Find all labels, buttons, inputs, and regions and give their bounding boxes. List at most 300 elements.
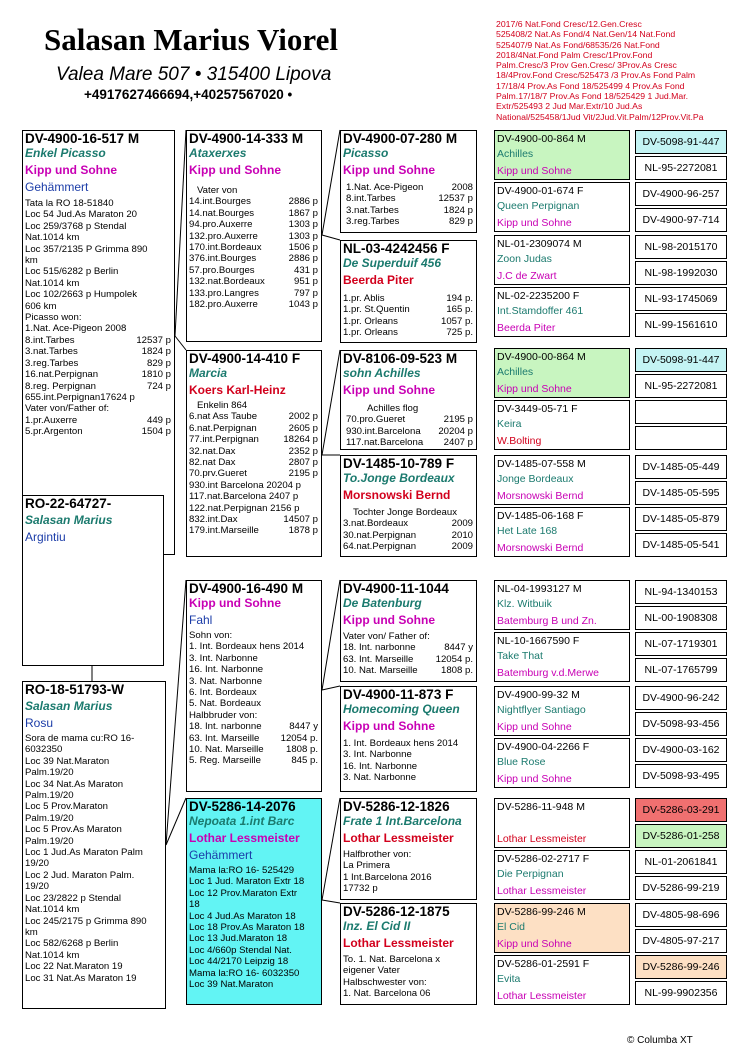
result-race: 6.nat Ass Taube — [189, 411, 258, 423]
text-line: 16. Int. Narbonne — [343, 760, 418, 772]
breeder: Lothar Lessmeister — [343, 831, 454, 845]
result-row — [189, 219, 321, 230]
result-race: Vater von/Father of: — [25, 403, 110, 415]
result-count: 1506 p — [288, 242, 318, 254]
result-row — [189, 242, 321, 253]
ring-number: DV-4900-00-864 M — [497, 351, 586, 363]
pigeon-name: Zoon Judas — [497, 253, 552, 265]
ring-number: DV-4900-01-674 F — [497, 185, 584, 197]
result-row — [189, 491, 321, 502]
text-line: Loc 44/2170 Leipzig 18 — [189, 956, 289, 968]
ring-number: DV-3449-05-71 F — [497, 403, 578, 415]
result-row — [189, 721, 321, 732]
ring-number: NL-01-2309074 M — [497, 238, 582, 250]
text-line: 3. Nat. Narbonne — [343, 772, 417, 784]
pigeon-name: Achilles — [497, 366, 534, 378]
pigeon-name: Salasan Marius — [25, 513, 113, 527]
result-race: 179.int.Marseille — [189, 525, 259, 537]
result-race: 10. Nat. Marseille — [343, 665, 418, 677]
ring-number: DV-1485-07-558 M — [497, 458, 586, 470]
breeder: Kipp und Sohne — [497, 165, 572, 177]
breeder: Beerda Piter — [497, 322, 556, 334]
ancestor-card — [494, 507, 630, 557]
result-race: 32.nat.Dax — [189, 445, 236, 457]
result-row — [25, 415, 174, 426]
performance-text — [341, 954, 476, 1000]
result-count: 2807 p — [288, 457, 318, 469]
ancestor-card — [494, 738, 630, 788]
breeder: Beerda Piter — [343, 273, 414, 287]
ancestor-card — [494, 455, 630, 505]
text-line: Tata la RO 18-51840 — [25, 198, 114, 209]
performance-text — [341, 293, 476, 339]
pigeon-name: Jonge Bordeaux — [497, 473, 574, 485]
text-line: 6. Int. Bordeaux — [189, 687, 257, 699]
breeder: Lothar Lessmeister — [497, 833, 587, 845]
result-row — [189, 265, 321, 276]
result-count: 12054 p. — [435, 653, 473, 665]
ring-cell: NL-99-1561610 — [635, 313, 727, 337]
ring-number: DV-1485-06-168 F — [497, 510, 584, 522]
ancestor-card — [494, 632, 630, 682]
text-line: 19/20 — [25, 858, 50, 870]
result-count: 12537 p — [438, 193, 473, 205]
text-line: km — [25, 255, 38, 267]
ring-number: NL-02-2235200 F — [497, 290, 580, 302]
result-count: 2009 — [451, 518, 473, 530]
ring-cell: DV-5286-99-219 — [635, 876, 727, 900]
breeder: Kipp und Sohne — [497, 721, 572, 733]
ring-number: DV-4900-11-1044 — [343, 581, 449, 596]
breeder-address: Valea Mare 507 • 315400 Lipova — [56, 64, 332, 85]
ring-number: DV-4900-16-517 M — [25, 131, 140, 146]
pigeon-name: Enkel Picasso — [25, 146, 106, 160]
result-race: 14.nat.Bourges — [189, 207, 255, 219]
ring-cell — [635, 426, 727, 450]
pigeon-name: Marcia — [189, 366, 228, 380]
pigeon-name: To.Jonge Bordeaux — [343, 471, 455, 485]
result-count: 2352 p — [288, 445, 318, 457]
ring-number: DV-4900-14-410 F — [189, 351, 301, 366]
breeder: Kipp und Sohne — [497, 938, 572, 950]
result-row — [346, 182, 476, 193]
result-row — [25, 369, 174, 380]
pigeon-name: Take That — [497, 650, 543, 662]
result-row — [189, 514, 321, 525]
result-row — [346, 414, 476, 425]
text-line: La Primera — [343, 860, 390, 872]
result-count: 2886 p — [288, 253, 318, 265]
result-count: 18264 p — [283, 434, 318, 446]
intro: Tochter Jonge Bordeaux — [353, 507, 457, 518]
pedigree-dam — [22, 681, 166, 1009]
result-row — [189, 208, 321, 219]
ggparent-2 — [340, 240, 477, 343]
color: Argintiu — [25, 530, 66, 544]
result-race: 182.pro.Auxerre — [189, 299, 258, 311]
grandsire-2 — [186, 580, 322, 792]
ancestor-card — [494, 235, 630, 285]
ring-cell: DV-1485-05-879 — [635, 507, 727, 531]
result-race: 5. Reg. Marseille — [189, 755, 261, 767]
text-line: Picasso won: — [25, 312, 82, 324]
pigeon-name: Frate 1 Int.Barcelona — [343, 814, 462, 828]
text-line: Loc 23/2822 p Stendal — [25, 892, 122, 904]
performance-text — [23, 733, 165, 984]
breeder: Kipp und Sohne — [343, 163, 435, 177]
result-row — [25, 346, 174, 357]
text-line: Loc 22 Nat.Maraton 19 — [25, 961, 123, 973]
result-row — [343, 541, 476, 552]
ancestor-card — [494, 850, 630, 900]
result-count: 14507 p — [283, 514, 318, 526]
text-line: Loc 39 Nat.Maraton — [189, 979, 274, 991]
ring-number: DV-5286-12-1875 — [343, 904, 450, 919]
ring-cell: NL-95-2272081 — [635, 156, 727, 180]
breeder: Kipp und Sohne — [189, 596, 281, 610]
text-line: Palm.19/20 — [25, 767, 74, 779]
result-count: 2002 p — [288, 411, 318, 423]
result-race: 3.nat.Tarbes — [346, 204, 399, 216]
ring-cell — [635, 400, 727, 424]
result-race: 70.pro.Gueret — [346, 414, 406, 426]
ring-cell: DV-4900-03-162 — [635, 738, 727, 762]
text-line: Sohn von: — [189, 630, 233, 641]
result-race: 64.nat.Perpignan — [343, 541, 417, 553]
result-row — [346, 193, 476, 204]
ring-number: DV-1485-10-789 F — [343, 456, 455, 471]
text-line: Halbschwester von: — [343, 976, 427, 988]
ring-cell: DV-5098-91-447 — [635, 348, 727, 372]
pigeon-name: De Superduif 456 — [343, 256, 442, 270]
text-line: 1. Int. Bordeaux hens 2014 — [343, 738, 459, 749]
ring-cell: DV-1485-05-595 — [635, 481, 727, 505]
result-row — [25, 426, 174, 437]
result-count: 1043 p — [288, 299, 318, 311]
ring-cell: DV-4900-96-257 — [635, 182, 727, 206]
breeder: Batemburg B und Zn. — [497, 615, 597, 627]
result-race: 3.reg.Tarbes — [346, 216, 400, 228]
result-count: 165 p. — [446, 304, 473, 316]
ring-cell: NL-98-1992030 — [635, 261, 727, 285]
result-row — [25, 381, 174, 392]
breeder: Lothar Lessmeister — [497, 885, 587, 897]
ring-cell: NL-07-1765799 — [635, 658, 727, 682]
ring-number: NL-03-4242456 F — [343, 241, 450, 256]
result-row — [25, 403, 174, 414]
result-count: 2407 p — [443, 437, 473, 449]
ggparent-4 — [340, 455, 477, 557]
ring-cell: NL-94-1340153 — [635, 580, 727, 604]
result-race: 376.int.Bourges — [189, 253, 257, 265]
result-row — [189, 434, 321, 445]
intro: Vater von/ Father of: — [343, 631, 430, 642]
breeder: Kipp und Sohne — [497, 217, 572, 229]
result-race: 1.Nat. Ace-Pigeon 2008 — [25, 323, 127, 335]
result-count: 2195 p — [288, 468, 318, 480]
result-row — [343, 304, 476, 315]
ancestor-card — [494, 798, 630, 848]
result-race: 1.pr. Orleans — [343, 327, 398, 339]
text-line: Loc 5 Prov.Maraton — [25, 801, 109, 813]
result-race: 655.int.Perpignan17624 p — [25, 391, 135, 403]
ring-number: DV-4900-00-864 M — [497, 133, 586, 145]
result-count: 1808 p. — [285, 744, 318, 756]
ring-cell: DV-5286-03-291 — [635, 798, 727, 822]
breeder: Kipp und Sohne — [343, 719, 435, 733]
text-line: Loc 54 Jud.As Maraton 20 — [25, 209, 137, 221]
ring-number: DV-4900-11-873 F — [343, 687, 454, 702]
ring-cell: NL-93-1745069 — [635, 287, 727, 311]
breeder: Morsnowski Bernd — [497, 490, 584, 502]
result-race: 133.pro.Langres — [189, 287, 259, 299]
result-row — [343, 327, 476, 338]
performance-text — [341, 414, 476, 448]
color: Gehämmert — [25, 180, 89, 194]
result-row — [25, 323, 174, 334]
text-line: Halfbrother von: — [343, 849, 412, 860]
ring-cell: DV-5098-93-495 — [635, 764, 727, 788]
ggparent-1 — [340, 130, 477, 233]
result-row — [343, 530, 476, 541]
ring-number: DV-5286-11-948 M — [497, 801, 585, 813]
breeder: Kipp und Sohne — [189, 163, 281, 177]
ggparent-5 — [340, 580, 477, 682]
text-line: Loc 18 Prov.As Maraton 18 — [189, 922, 305, 934]
ring-cell: DV-5286-01-258 — [635, 824, 727, 848]
performance-text — [341, 518, 476, 552]
result-line: 17/18/4 Prov.As Fond 18/525499 4 Prov.As Fond — [496, 80, 685, 91]
text-line: Loc 12 Prov.Maraton Extr — [189, 887, 298, 899]
text-line: Palm.19/20 — [25, 790, 74, 802]
result-line: 2018/4Nat.Fond Palm Cresc/1Prov.Fond — [496, 49, 653, 60]
ring-number: DV-5286-12-1826 — [343, 799, 450, 814]
text-line: 1. Nat. Barcelona 06 — [343, 988, 431, 1000]
result-race: 1.pr. St.Quentin — [343, 304, 410, 316]
ring-number: DV-4900-14-333 M — [189, 131, 304, 146]
result-race: 3.nat.Bordeaux — [343, 518, 409, 530]
result-race: 117.nat.Barcelona 2407 p — [189, 491, 299, 503]
ggparent-3 — [340, 350, 477, 450]
result-race: 16.nat.Perpignan — [25, 369, 99, 381]
breeder: Koers Karl-Heinz — [189, 383, 286, 397]
ring-number: DV-5286-01-2591 F — [497, 958, 590, 970]
result-row — [189, 525, 321, 536]
color: Gehämmert — [189, 848, 253, 862]
result-count: 2009 — [451, 541, 473, 553]
ring-cell: DV-1485-05-449 — [635, 455, 727, 479]
performance-text — [187, 411, 321, 536]
breeder: Kipp und Sohne — [497, 383, 572, 395]
performance-text — [341, 182, 476, 228]
result-race: 18. Int. narbonne — [343, 642, 416, 654]
result-line: 2017/6 Nat.Fond Cresc/12.Gen.Cresc — [496, 19, 642, 29]
result-race: 70.prv.Gueret — [189, 468, 247, 480]
result-race: 1.pr. Orleans — [343, 315, 398, 327]
breeder: Lothar Lessmeister — [343, 936, 454, 950]
text-line: Loc 13 Jud.Maraton 18 — [189, 933, 288, 945]
result-count: 194 p. — [446, 293, 473, 304]
ring-number: DV-4900-04-2266 F — [497, 741, 590, 753]
pigeon-name: Int.Stamdoffer 461 — [497, 305, 584, 317]
result-count: 2195 p — [443, 414, 473, 426]
ring-number: DV-5286-99-246 M — [497, 906, 586, 918]
breeder: J.C de Zwart — [497, 270, 557, 282]
pigeon-name — [495, 816, 629, 830]
result-count: 1878 p — [288, 525, 318, 537]
breeder: Kipp und Sohne — [25, 163, 117, 177]
text-line: 19/20 — [25, 881, 50, 893]
result-count: 1808 p. — [440, 665, 473, 677]
result-row — [25, 358, 174, 369]
text-line: Sora de mama cu:RO 16- — [25, 733, 135, 744]
text-line: Loc 582/6268 p Berlin — [25, 938, 119, 950]
pigeon-name: Blue Rose — [497, 756, 546, 768]
result-row — [189, 196, 321, 207]
result-count: 12537 p — [136, 334, 171, 346]
result-count: 2008 — [451, 182, 473, 193]
text-line: Loc 102/2663 p Humpolek — [25, 289, 138, 301]
ring-number: DV-5286-14-2076 — [189, 799, 296, 814]
result-race: 3.reg.Tarbes — [25, 357, 79, 369]
text-line: Mama la:RO 16- 6032350 — [189, 967, 300, 979]
ggparent-8 — [340, 903, 477, 1005]
text-line: Loc 31 Nat.As Maraton 19 — [25, 972, 137, 984]
result-line: National/525458/1Jud Vit/2Jud.Vit.Palm/12Prov.Vit.Pa — [496, 111, 704, 122]
pigeon-name: Achilles — [497, 148, 534, 160]
ring-number: DV-4900-16-490 M — [189, 581, 304, 596]
result-race: 5.pr.Argenton — [25, 426, 83, 438]
text-line: Loc 245/2175 p Grimma 890 — [25, 915, 147, 927]
ring-cell: DV-1485-05-541 — [635, 533, 727, 557]
result-row — [189, 755, 321, 766]
result-race: 63. Int. Marseille — [343, 653, 414, 665]
result-count: 1504 p — [141, 426, 171, 438]
text-line: 3. Nat. Narbonne — [189, 675, 263, 687]
result-race: 170.int.Bordeaux — [189, 242, 262, 254]
ring-cell: DV-5098-93-456 — [635, 712, 727, 736]
text-line: Palm.19/20 — [25, 835, 74, 847]
pigeon-name: Queen Perpignan — [497, 200, 580, 212]
result-row — [25, 335, 174, 346]
text-line: Nat.1014 km — [25, 904, 80, 916]
breeder: Lothar Lessmeister — [497, 990, 587, 1002]
result-count: 431 p — [293, 264, 318, 276]
result-race: 8.int.Tarbes — [25, 334, 75, 346]
ggparent-6 — [340, 686, 477, 792]
result-count: 797 p — [293, 287, 318, 299]
grandsire-1 — [186, 130, 322, 342]
result-count: 845 p. — [291, 755, 318, 767]
pedigree-sire — [22, 130, 175, 555]
ring-cell: NL-01-2061841 — [635, 850, 727, 874]
result-count: 829 p — [146, 357, 171, 369]
result-count: 1303 p — [288, 230, 318, 242]
result-row — [346, 216, 476, 227]
result-row — [189, 744, 321, 755]
text-line: Palm.19/20 — [25, 812, 74, 824]
result-count: 1824 p — [443, 204, 473, 216]
text-line: Loc 5 Prov.As Maraton — [25, 824, 122, 836]
result-race: 14.int.Bourges — [189, 196, 251, 208]
text-line: 6032350 — [25, 744, 63, 756]
breeder: Kipp und Sohne — [497, 773, 572, 785]
pigeon-name: Nightflyer Santiago — [497, 704, 586, 716]
result-row — [189, 503, 321, 514]
performance-text — [341, 642, 476, 676]
breeder: Morsnowski Bernd — [343, 488, 451, 502]
ring-number: NL-04-1993127 M — [497, 583, 582, 595]
text-line: Loc 1 Jud.As Maraton Palm — [25, 847, 143, 859]
text-line: Loc 259/3768 p Stendal — [25, 220, 127, 232]
ring-cell: DV-4805-97-217 — [635, 929, 727, 953]
text-line: 17732 p — [343, 883, 378, 895]
pigeon-name: sohn Achilles — [343, 366, 421, 380]
ring-number: DV-5286-02-2717 F — [497, 853, 590, 865]
result-row — [343, 665, 476, 676]
text-line: Loc 4 Jud.As Maraton 18 — [189, 910, 296, 922]
ancestor-card — [494, 287, 630, 337]
result-row — [25, 392, 174, 403]
text-line: Loc 357/2135 P Grimma 890 — [25, 243, 148, 255]
result-count: 725 p. — [446, 327, 473, 339]
result-count: 449 p — [146, 414, 171, 426]
result-row — [189, 231, 321, 242]
result-line: 525408/2 Nat.As Fond/4 Nat.Gen/14 Nat.Fond — [496, 29, 676, 40]
breeder-name: Salasan Marius Viorel — [44, 22, 338, 57]
text-line: Loc 1 Jud. Maraton Extr 18 — [189, 876, 305, 888]
text-line: 5. Nat. Bordeaux — [189, 698, 261, 710]
text-line: Loc 2 Jud. Maraton Palm. — [25, 869, 135, 881]
breeder: Kipp und Sohne — [343, 613, 435, 627]
text-line: 3. Int. Narbonne — [189, 652, 258, 664]
ring-number: DV-4900-99-32 M — [497, 689, 580, 701]
pigeon-name: Inz. El Cid II — [343, 919, 411, 933]
granddam-2 — [186, 798, 322, 1005]
ring-cell: NL-00-1908308 — [635, 606, 727, 630]
text-line: 18 — [189, 899, 200, 911]
text-line: eigener Vater — [343, 965, 400, 977]
result-row — [189, 733, 321, 744]
pigeon-name: Nepoata 1.int Barc — [189, 814, 295, 828]
breeder: Morsnowski Bernd — [497, 542, 584, 554]
text-line: Nat.1014 km — [25, 277, 80, 289]
breeder: Batemburg v.d.Merwe — [497, 667, 599, 679]
result-row — [189, 423, 321, 434]
result-row — [189, 446, 321, 457]
text-line: 1 Int.Barcelona 2016 — [343, 871, 432, 883]
pigeon-name: Salasan Marius — [25, 699, 113, 713]
result-race: 132.pro.Auxerre — [189, 230, 258, 242]
result-row — [189, 411, 321, 422]
ancestor-card — [494, 955, 630, 1005]
result-race: 63. Int. Marseille — [189, 732, 260, 744]
result-count: 8447 y — [289, 721, 318, 733]
text-line: Loc 515/6282 p Berlin — [25, 266, 119, 278]
result-count: 1824 p — [141, 346, 171, 358]
result-race: 930.int Barcelona 20204 p — [189, 479, 302, 491]
text-line: Halbbruder von: — [189, 709, 258, 721]
ancestor-card — [494, 686, 630, 736]
ancestor-card — [494, 400, 630, 450]
result-count: 1810 p — [141, 369, 171, 381]
pedigree-subject — [22, 495, 164, 666]
text-line: Loc 34 Nat.As Maraton — [25, 778, 124, 790]
result-row — [189, 276, 321, 287]
result-race: 10. Nat. Marseille — [189, 744, 264, 756]
ancestor-card — [494, 580, 630, 630]
performance-text — [23, 198, 174, 438]
